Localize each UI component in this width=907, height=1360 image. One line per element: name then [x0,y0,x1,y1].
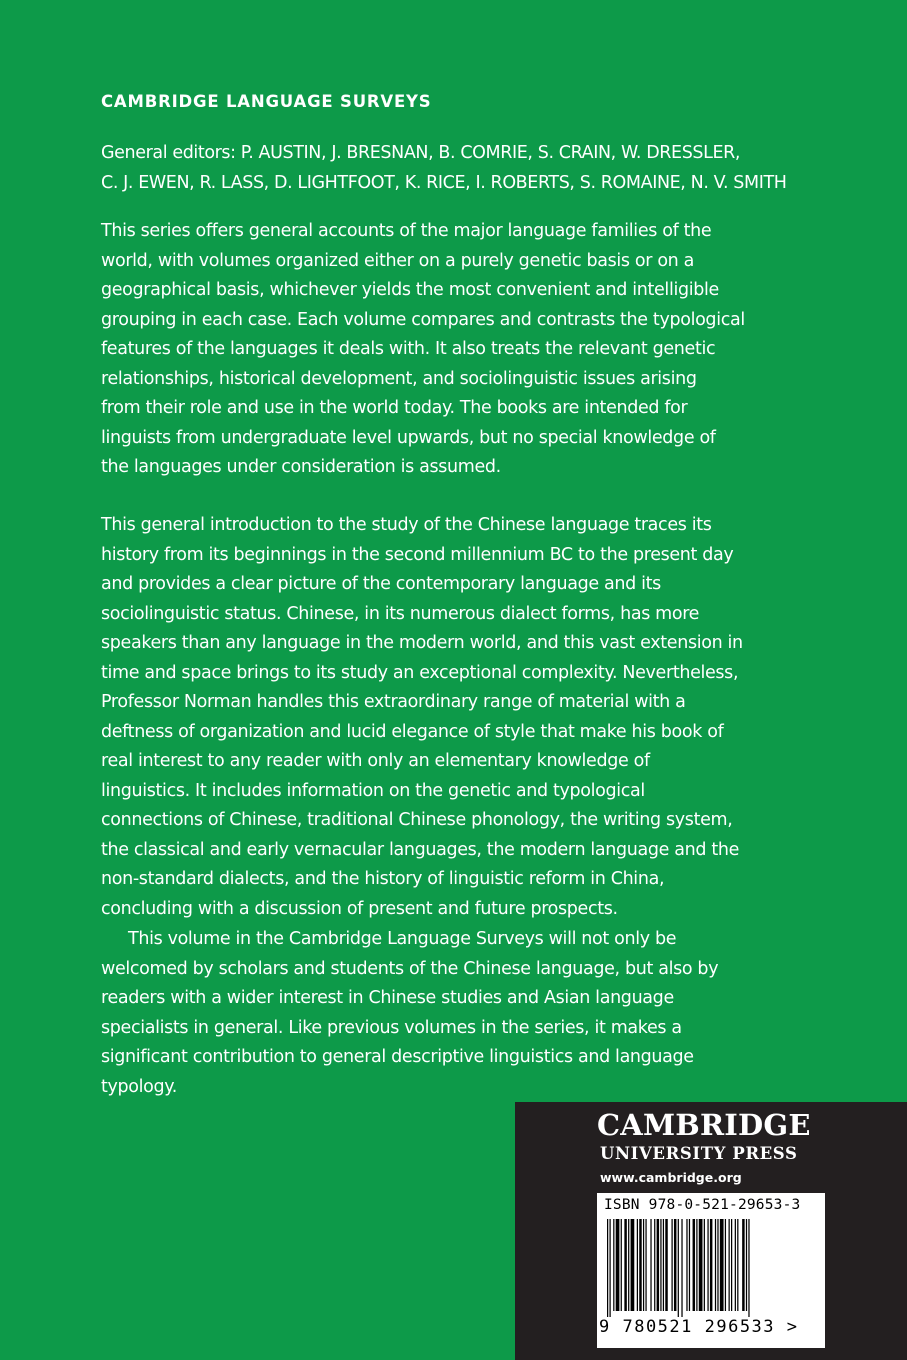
text-line: from their role and use in the world today. The books are intended for [101,398,688,418]
text-line: and provides a clear picture of the contemporary language and its [101,574,661,594]
text-line: welcomed by scholars and students of the Chinese language, but also by [101,958,719,979]
text-line: This volume in the Cambridge Language Surveys will not only be [128,929,677,949]
barcode-panel [597,1193,825,1348]
text-line: time and space brings to its study an exceptional complexity. Nevertheless, [101,662,739,683]
isbn-label: ISBN 978-0-521-29653-3 [604,1197,801,1213]
text-line: sociolinguistic status. Chinese, in its numerous dialect forms, has more [101,603,700,624]
text-line: linguistics. It includes information on the genetic and typological [101,780,645,801]
publisher-box [515,1102,907,1360]
series-description [101,217,841,483]
barcode-digits: 9 780521 296533 > [599,1317,799,1337]
text-line: the languages under consideration is assumed. [101,457,501,477]
publisher-url: www.cambridge.org [600,1170,742,1185]
text-line: real interest to any reader with only an elementary knowledge of [101,751,650,771]
text-line: readers with a wider interest in Chinese studies and Asian language [101,988,674,1008]
text-line: This general introduction to the study of the Chinese language traces its [101,515,712,535]
text-line: This series offers general accounts of the major language families of the [101,221,712,241]
text-line: world, with volumes organized either on a purely genetic basis or on a [101,250,695,271]
text-line: connections of Chinese, traditional Chinese phonology, the writing system, [101,810,733,830]
text-line: grouping in each case. Each volume compares and contrasts the typological [101,309,745,330]
text-line: relationships, historical development, and sociolinguistic issues arising [101,368,697,389]
text-line: features of the languages it deals with. It also treats the relevant genetic [101,339,716,359]
text-line: deftness of organization and lucid elegance of style that make his book of [101,721,724,742]
publisher-subtitle: UNIVERSITY PRESS [600,1144,798,1163]
text-line: linguists from undergraduate level upwards, but no special knowledge of [101,427,716,448]
book-description [101,511,841,924]
editors-line: C. J. EWEN, R. LASS, D. LIGHTFOOT, K. RICE, I. ROBERTS, S. ROMAINE, N. V. SMITH [101,172,787,193]
text-line: history from its beginnings in the second millennium BC to the present day [101,544,734,565]
text-line: speakers than any language in the modern world, and this vast extension in [101,633,743,653]
text-line: the classical and early vernacular languages, the modern language and the [101,839,740,860]
text-line: Professor Norman handles this extraordinary range of material with a [101,692,686,712]
text-line: non-standard dialects, and the history of linguistic reform in China, [101,869,665,889]
text-line: specialists in general. Like previous volumes in the series, it makes a [101,1017,682,1038]
publisher-name: CAMBRIDGE [597,1108,811,1142]
barcode-icon [607,1219,815,1317]
text-line: typology. [101,1076,177,1097]
text-line: geographical basis, whichever yields the most convenient and intelligible [101,280,719,300]
text-line: significant contribution to general descriptive linguistics and language [101,1047,694,1067]
series-title: CAMBRIDGE LANGUAGE SURVEYS [101,92,432,111]
general-editors [101,139,841,198]
editors-line: General editors: P. AUSTIN, J. BRESNAN, B. COMRIE, S. CRAIN, W. DRESSLER, [101,143,741,163]
volume-note [101,925,841,1102]
text-line: concluding with a discussion of present and future prospects. [101,898,618,919]
